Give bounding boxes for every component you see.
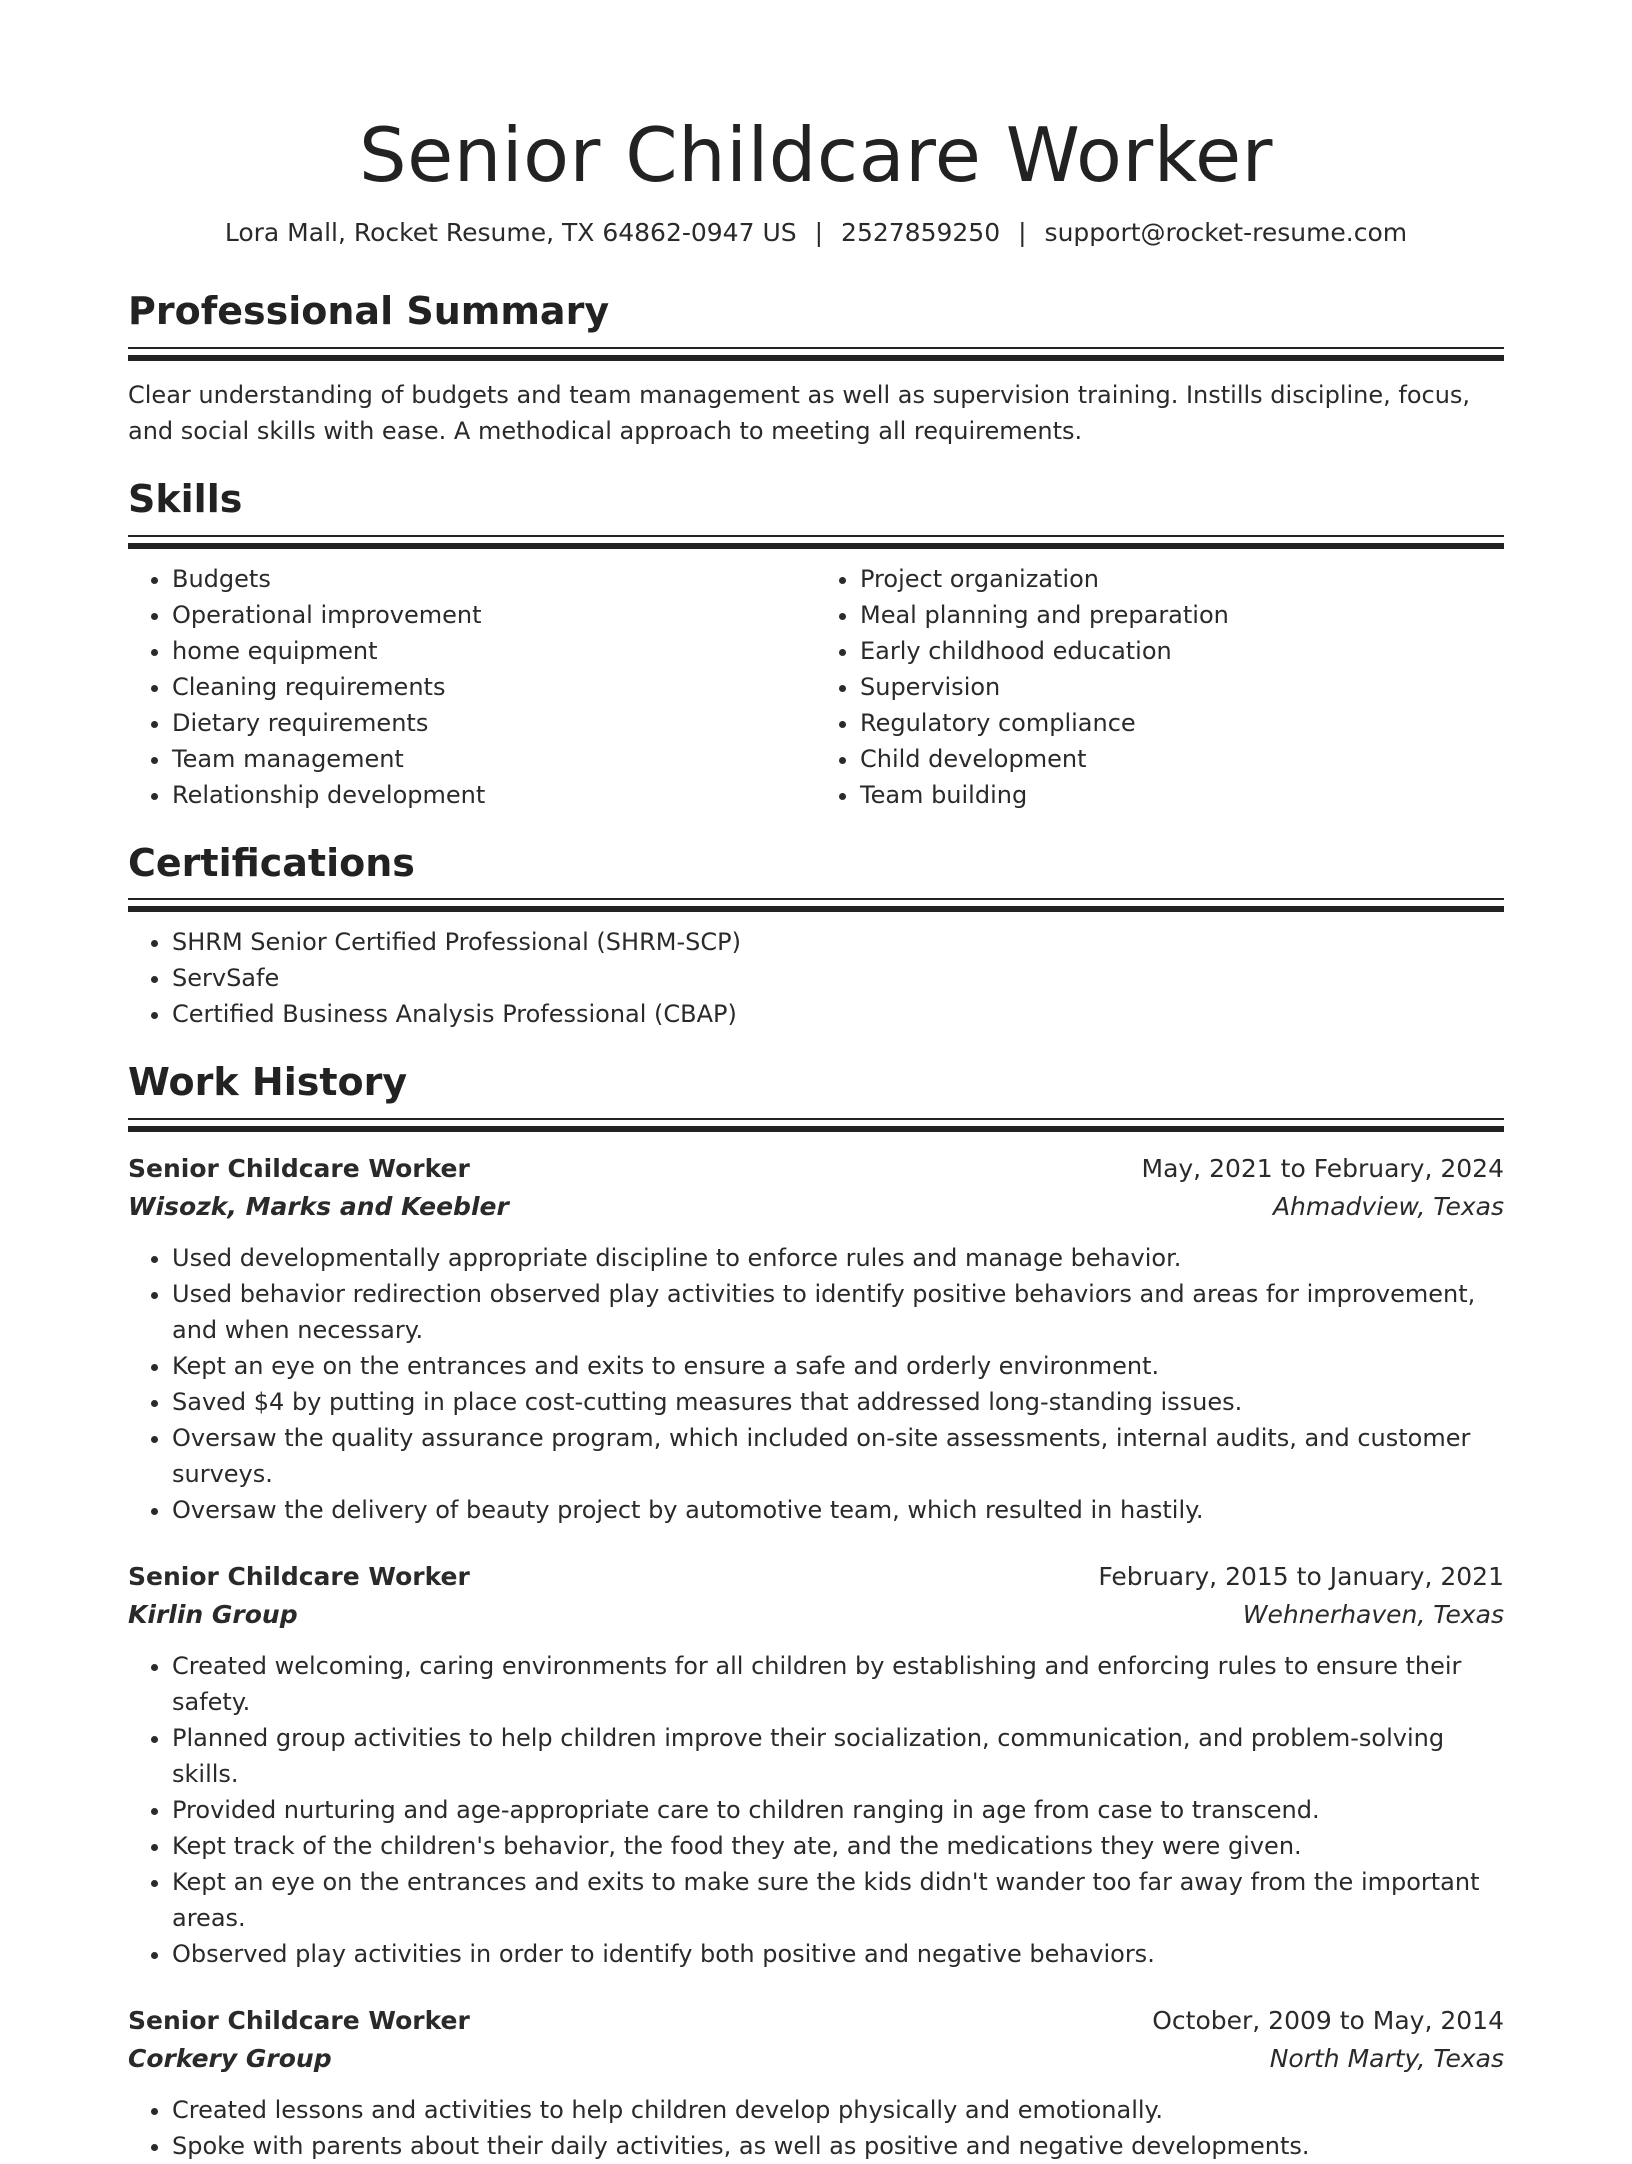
contact-phone: 2527859250 xyxy=(841,218,1001,247)
section-divider xyxy=(128,1118,1504,1132)
skill-item: • Budgets xyxy=(172,561,816,597)
skill-item: • home equipment xyxy=(172,633,816,669)
skills-columns xyxy=(128,561,1504,813)
job-dates: October, 2009 to May, 2014 xyxy=(1152,2006,1504,2036)
job-header-row xyxy=(128,1558,1504,1596)
job-entry xyxy=(128,2002,1504,2164)
certification-item: • SHRM Senior Certified Professional (SHRM-SCP) xyxy=(172,924,1504,960)
job-location: Wehnerhaven, Texas xyxy=(1242,1600,1504,1630)
skill-item: • Operational improvement xyxy=(172,597,816,633)
job-entry xyxy=(128,1558,1504,1972)
job-company: Kirlin Group xyxy=(128,1600,298,1630)
summary-section xyxy=(128,291,1504,449)
job-bullet: • Used developmentally appropriate discipline to enforce rules and manage behavior. xyxy=(172,1240,1504,1276)
work-history-section xyxy=(128,1062,1504,2164)
skills-section xyxy=(128,476,1504,813)
job-location: North Marty, Texas xyxy=(1269,2044,1504,2074)
contact-separator: | xyxy=(814,218,824,247)
skill-item: • Project organization xyxy=(860,561,1504,597)
skill-item: • Child development xyxy=(860,741,1504,777)
skill-item: • Team building xyxy=(860,777,1504,813)
job-company: Wisozk, Marks and Keebler xyxy=(128,1192,509,1222)
job-title: Senior Childcare Worker xyxy=(128,1562,470,1592)
summary-text: Clear understanding of budgets and team management as well as supervision training. Instills discipline, focus, and social skills with ease. A methodical approach to meeting all requirements. xyxy=(128,380,1471,445)
contact-line xyxy=(128,218,1504,247)
job-bullet: • Kept an eye on the entrances and exits to ensure a safe and orderly environment. xyxy=(172,1348,1504,1384)
job-bullet: • Planned group activities to help children improve their socialization, communication, and problem-solving skills. xyxy=(172,1720,1504,1792)
certifications-section xyxy=(128,840,1504,1033)
job-subheader-row xyxy=(128,1596,1504,1634)
section-divider xyxy=(128,347,1504,361)
skills-heading: Skills xyxy=(128,476,243,521)
job-title: Senior Childcare Worker xyxy=(128,2006,470,2036)
certifications-heading: Certifications xyxy=(128,840,415,885)
job-bullet-list xyxy=(128,1648,1504,1972)
job-header-row xyxy=(128,1150,1504,1188)
job-header-row xyxy=(128,2002,1504,2040)
skill-item: • Supervision xyxy=(860,669,1504,705)
skill-item: • Dietary requirements xyxy=(172,705,816,741)
contact-email: support@rocket-resume.com xyxy=(1044,218,1408,247)
job-bullet: • Provided nurturing and age-appropriate care to children ranging in age from case to transcend. xyxy=(172,1792,1504,1828)
skill-item: • Early childhood education xyxy=(860,633,1504,669)
skills-list-left xyxy=(128,561,816,813)
certifications-list xyxy=(128,924,1504,1032)
job-bullet-list xyxy=(128,1240,1504,1528)
job-bullet: • Oversaw the delivery of beauty project by automotive team, which resulted in hastily. xyxy=(172,1492,1504,1528)
skills-column-right xyxy=(816,561,1504,813)
certification-item: • ServSafe xyxy=(172,960,1504,996)
job-dates: February, 2015 to January, 2021 xyxy=(1098,1562,1504,1592)
certification-item: • Certified Business Analysis Professional (CBAP) xyxy=(172,996,1504,1032)
skill-item: • Regulatory compliance xyxy=(860,705,1504,741)
job-bullet: • Kept an eye on the entrances and exits to make sure the kids didn't wander too far away from the important areas. xyxy=(172,1864,1504,1936)
job-title: Senior Childcare Worker xyxy=(128,1154,470,1184)
resume-title: Senior Childcare Worker xyxy=(359,111,1273,199)
skills-list-right xyxy=(816,561,1504,813)
skills-column-left xyxy=(128,561,816,813)
job-bullet: • Created welcoming, caring environments for all children by establishing and enforcing rules to ensure their safety. xyxy=(172,1648,1504,1720)
skill-item: • Team management xyxy=(172,741,816,777)
job-dates: May, 2021 to February, 2024 xyxy=(1141,1154,1504,1184)
job-bullet: • Observed play activities in order to identify both positive and negative behaviors. xyxy=(172,1936,1504,1972)
job-bullet: • Created lessons and activities to help children develop physically and emotionally. xyxy=(172,2092,1504,2128)
job-subheader-row xyxy=(128,1188,1504,1226)
skill-item: • Meal planning and preparation xyxy=(860,597,1504,633)
job-location: Ahmadview, Texas xyxy=(1272,1192,1504,1222)
job-bullet-list xyxy=(128,2092,1504,2164)
job-subheader-row xyxy=(128,2040,1504,2078)
section-divider xyxy=(128,898,1504,912)
job-bullet: • Used behavior redirection observed play activities to identify positive behaviors and areas for improvement, and when necessary. xyxy=(172,1276,1504,1348)
job-bullet: • Kept track of the children's behavior, the food they ate, and the medications they were given. xyxy=(172,1828,1504,1864)
job-company: Corkery Group xyxy=(128,2044,332,2074)
job-entry xyxy=(128,1150,1504,1528)
skill-item: • Relationship development xyxy=(172,777,816,813)
contact-separator: | xyxy=(1018,218,1027,247)
contact-address: Lora Mall, Rocket Resume, TX 64862-0947 US xyxy=(224,218,797,247)
job-bullet: • Saved $4 by putting in place cost-cutting measures that addressed long-standing issues. xyxy=(172,1384,1504,1420)
job-bullet: • Spoke with parents about their daily activities, as well as positive and negative developments. xyxy=(172,2128,1504,2164)
summary-heading: Professional Summary xyxy=(128,289,610,333)
work-history-heading: Work History xyxy=(128,1060,408,1105)
skill-item: • Cleaning requirements xyxy=(172,669,816,705)
section-divider xyxy=(128,535,1504,549)
job-bullet: • Oversaw the quality assurance program, which included on-site assessments, internal audits, and customer surveys. xyxy=(172,1420,1504,1492)
